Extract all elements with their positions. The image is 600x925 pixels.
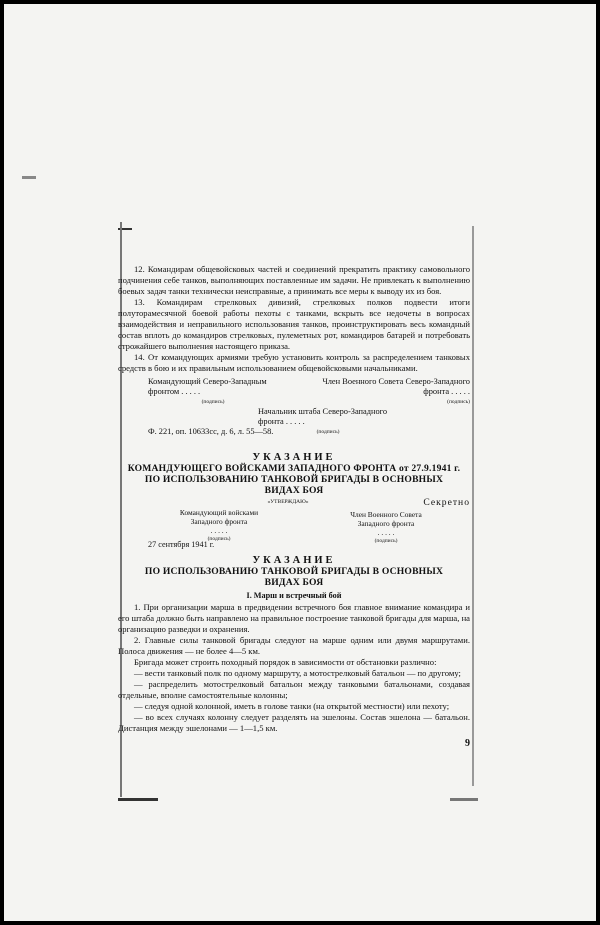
signature-block-1 — [118, 377, 470, 435]
document-page — [118, 224, 470, 814]
paragraph-13: 13. Командирам стрелковых дивизий, стрелковых полков подвести итоги полуторамесячной боевой работы пехоты с танками, вскрыть все недочеты в вопросах взаимодействия и неправильного использования танков, проинструктировать весь командный состав вплоть до командиров стрелковых, пулеметных рот, командиров батарей и потребовать строжайшего выполнения настоящего приказа. — [118, 297, 470, 351]
section-heading: I. Марш и встречный бой — [246, 591, 342, 600]
page-number: 9 — [465, 738, 470, 749]
commander-signature: Командующий Северо-Западным фронтом . . . . . (подпись) — [148, 377, 267, 405]
directive-2-body: 1. При организации марша в предвидении встречного боя главное внимание командира и его штаба должно быть направлено на правильное построение танковой бригады для марша, на организацию разведки и охранения. 2. Главные силы танковой бригады следуют на марше одним или двумя маршрутами. Полоса движения — не более 4—5 км. Бригада может строить походный порядок в зависимости от обстановки различно: — вести танковый полк по одному маршруту, а мотострелковый батальон — по другому; — распределить мотострелковый батальон между танковыми батальонами, создавая отдельные, вполне самостоятельные колонны; — следуя одной колонной, иметь в голове танки (на открытой местности) или пехоту; — во всех случаях колонну следует разделять на эшелоны. Состав эшелона — батальон. Дистанция между эшелонами — 1—1,5 км. — [118, 602, 470, 733]
commander-approval: Командующий войсками Западного фронта . . . . . (подпись) — [179, 508, 259, 542]
archive-reference: Ф. 221, оп. 10633сс, д. 6, л. 55—58. — [148, 427, 274, 436]
chief-signature: Начальник штаба Северо-Западного фронта . . . . . (подпись) — [258, 407, 388, 435]
council-approval: Член Военного Совета Западного фронта . . . . . (подпись) — [350, 510, 422, 544]
paragraph-14: 14. От командующих армиями требую установить контроль за распределением танковых средств в бою и их правильным использованием общевойсковыми начальниками. — [118, 352, 470, 373]
directive-1-header: УКАЗАНИЕ КОМАНДУЮЩЕГО ВОЙСКАМИ ЗАПАДНОГО ФРОНТА от 27.9.1941 г. ПО ИСПОЛЬЗОВАНИЮ ТАНКОВОЙ БРИГАДЫ В ОСНОВНЫХ ВИДАХ БОЯ — [127, 452, 461, 496]
approval-block: «УТВЕРЖДАЮ» Секретно Командующий войсками Западного фронта . . . . . (подпись) Член Военного Совета Западного фронта . . . . . (подпись) — [118, 498, 470, 546]
directive-date: 27 сентября 1941 г. — [148, 540, 215, 549]
council-signature: Член Военного Совета Северо-Западного фронта . . . . . (подпись) — [322, 377, 470, 405]
directive-2-header: УКАЗАНИЕ ПО ИСПОЛЬЗОВАНИЮ ТАНКОВОЙ БРИГАДЫ В ОСНОВНЫХ ВИДАХ БОЯ I. Марш и встречный бой — [118, 555, 470, 600]
secret-stamp: Секретно — [423, 497, 470, 508]
paragraph-12: 12. Командирам общевойсковых частей и соединений прекратить практику самовольного подчинения себе танков, выполняющих поставленные им задачи. Не привлекать к выполнению боевых задач танки технически неисправные, а принимать все меры к выводу их из боя. — [118, 264, 470, 296]
